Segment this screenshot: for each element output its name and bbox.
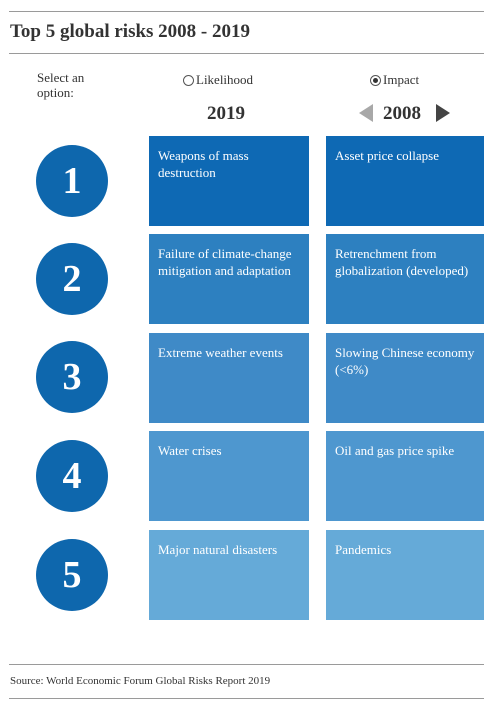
title-divider — [9, 53, 484, 54]
likelihood-radio[interactable] — [183, 75, 194, 86]
right-year-heading: 2008 — [383, 103, 421, 124]
select-option-label: Select an option: — [37, 70, 85, 100]
impact-radio[interactable] — [370, 75, 381, 86]
risk-2019-rank-3: Extreme weather events — [149, 333, 309, 423]
risk-2008-rank-1: Asset price collapse — [326, 136, 484, 226]
risk-2008-rank-3: Slowing Chinese economy (<6%) — [326, 333, 484, 423]
rank-3-circle: 3 — [36, 341, 108, 413]
risk-2019-rank-1: Weapons of mass destruction — [149, 136, 309, 226]
top-divider — [9, 11, 484, 12]
previous-year-arrow-icon[interactable] — [359, 104, 373, 122]
rank-1-circle: 1 — [36, 145, 108, 217]
risk-2019-rank-4: Water crises — [149, 431, 309, 521]
rank-4-circle: 4 — [36, 440, 108, 512]
risk-2008-rank-2: Retrenchment from globalization (developed) — [326, 234, 484, 324]
risk-2019-rank-5: Major natural disasters — [149, 530, 309, 620]
risk-2008-rank-4: Oil and gas price spike — [326, 431, 484, 521]
source-note: Source: World Economic Forum Global Risks Report 2019 — [10, 675, 271, 687]
rank-5-circle: 5 — [36, 539, 108, 611]
bottom-divider — [9, 698, 484, 699]
likelihood-option[interactable] — [183, 72, 253, 88]
source-divider — [9, 664, 484, 665]
risk-2008-rank-5: Pandemics — [326, 530, 484, 620]
next-year-arrow-icon[interactable] — [436, 104, 450, 122]
rank-2-circle: 2 — [36, 243, 108, 315]
impact-option[interactable] — [370, 72, 419, 88]
likelihood-label: Likelihood — [196, 72, 254, 87]
page-title: Top 5 global risks 2008 - 2019 — [10, 21, 251, 42]
risk-2019-rank-2: Failure of climate-change mitigation and adaptation — [149, 234, 309, 324]
left-year-heading: 2019 — [207, 103, 245, 124]
impact-label: Impact — [383, 72, 420, 87]
